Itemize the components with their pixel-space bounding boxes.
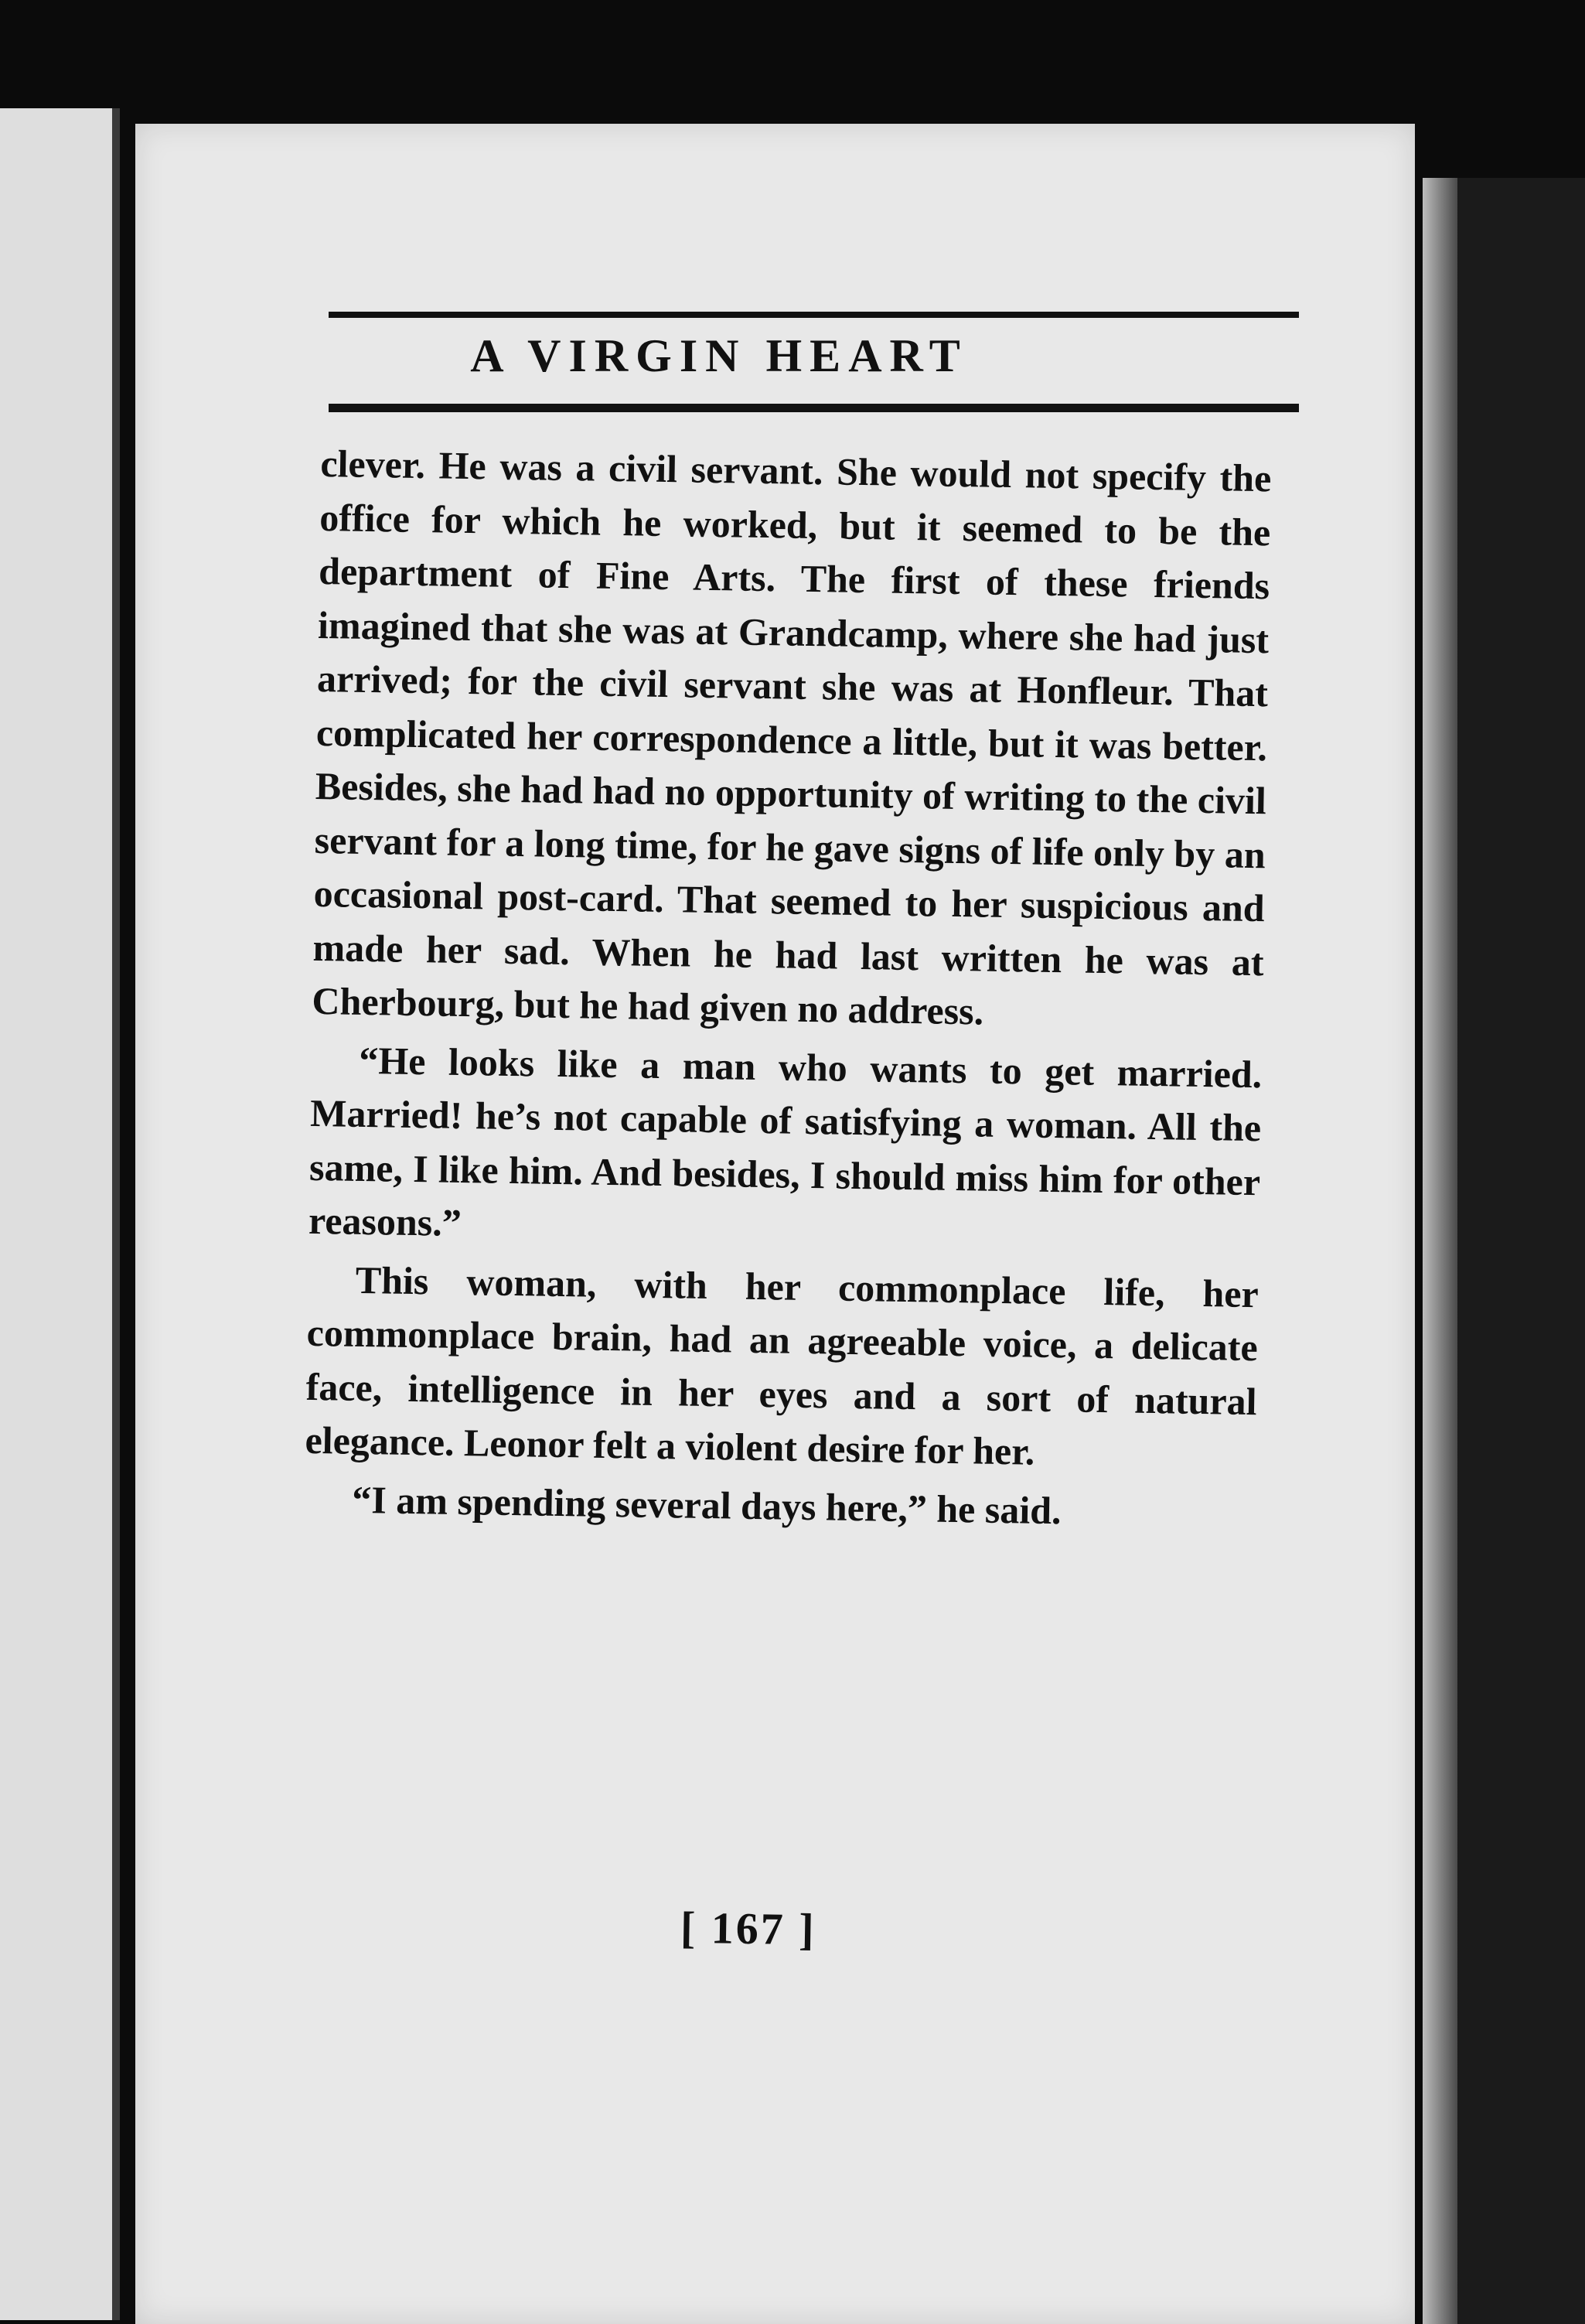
header-rule-top (329, 312, 1299, 318)
page-edge-gradient (1423, 178, 1457, 2324)
running-head: A VIRGIN HEART (470, 330, 968, 381)
paragraph-quote-2: “I am spending several days here,” he said. (351, 1477, 1062, 1532)
paragraph-quote-1: “He looks like a man who wants to get married. Married! he’s not capable of satisfying a woman. All the same, I like him. And besides, I should miss him for other reasons.” (308, 1038, 1263, 1244)
page-number: [ 167 ] (680, 1902, 817, 1955)
body-text (304, 437, 1272, 1541)
paragraph-continued: clever. He was a civil servant. She would not specify the office for which he worked, but it seemed to be the department of Fine Arts. The first of these friends imagined that she was at Grandcamp, where she had just arrived; for the civil servant she was at Honfleur. That complicated her correspondence a little, but it was better. Besides, she had had no opportunity of writing to the civil servant for a long time, for he gave signs of life only by an occasional post-card. That seemed to her suspicious and made her sad. When he had last written he was at Cherbourg, but he had given no address. (312, 441, 1272, 1033)
header-rule-bottom (329, 404, 1299, 412)
facing-page-edge (0, 108, 120, 2320)
paragraph-description: This woman, with her commonplace life, her commonplace brain, had an agreeable voice, a delicate face, intelligence in her eyes and a sort of natural elegance. Leonor felt a violent desire for her. (305, 1258, 1259, 1473)
